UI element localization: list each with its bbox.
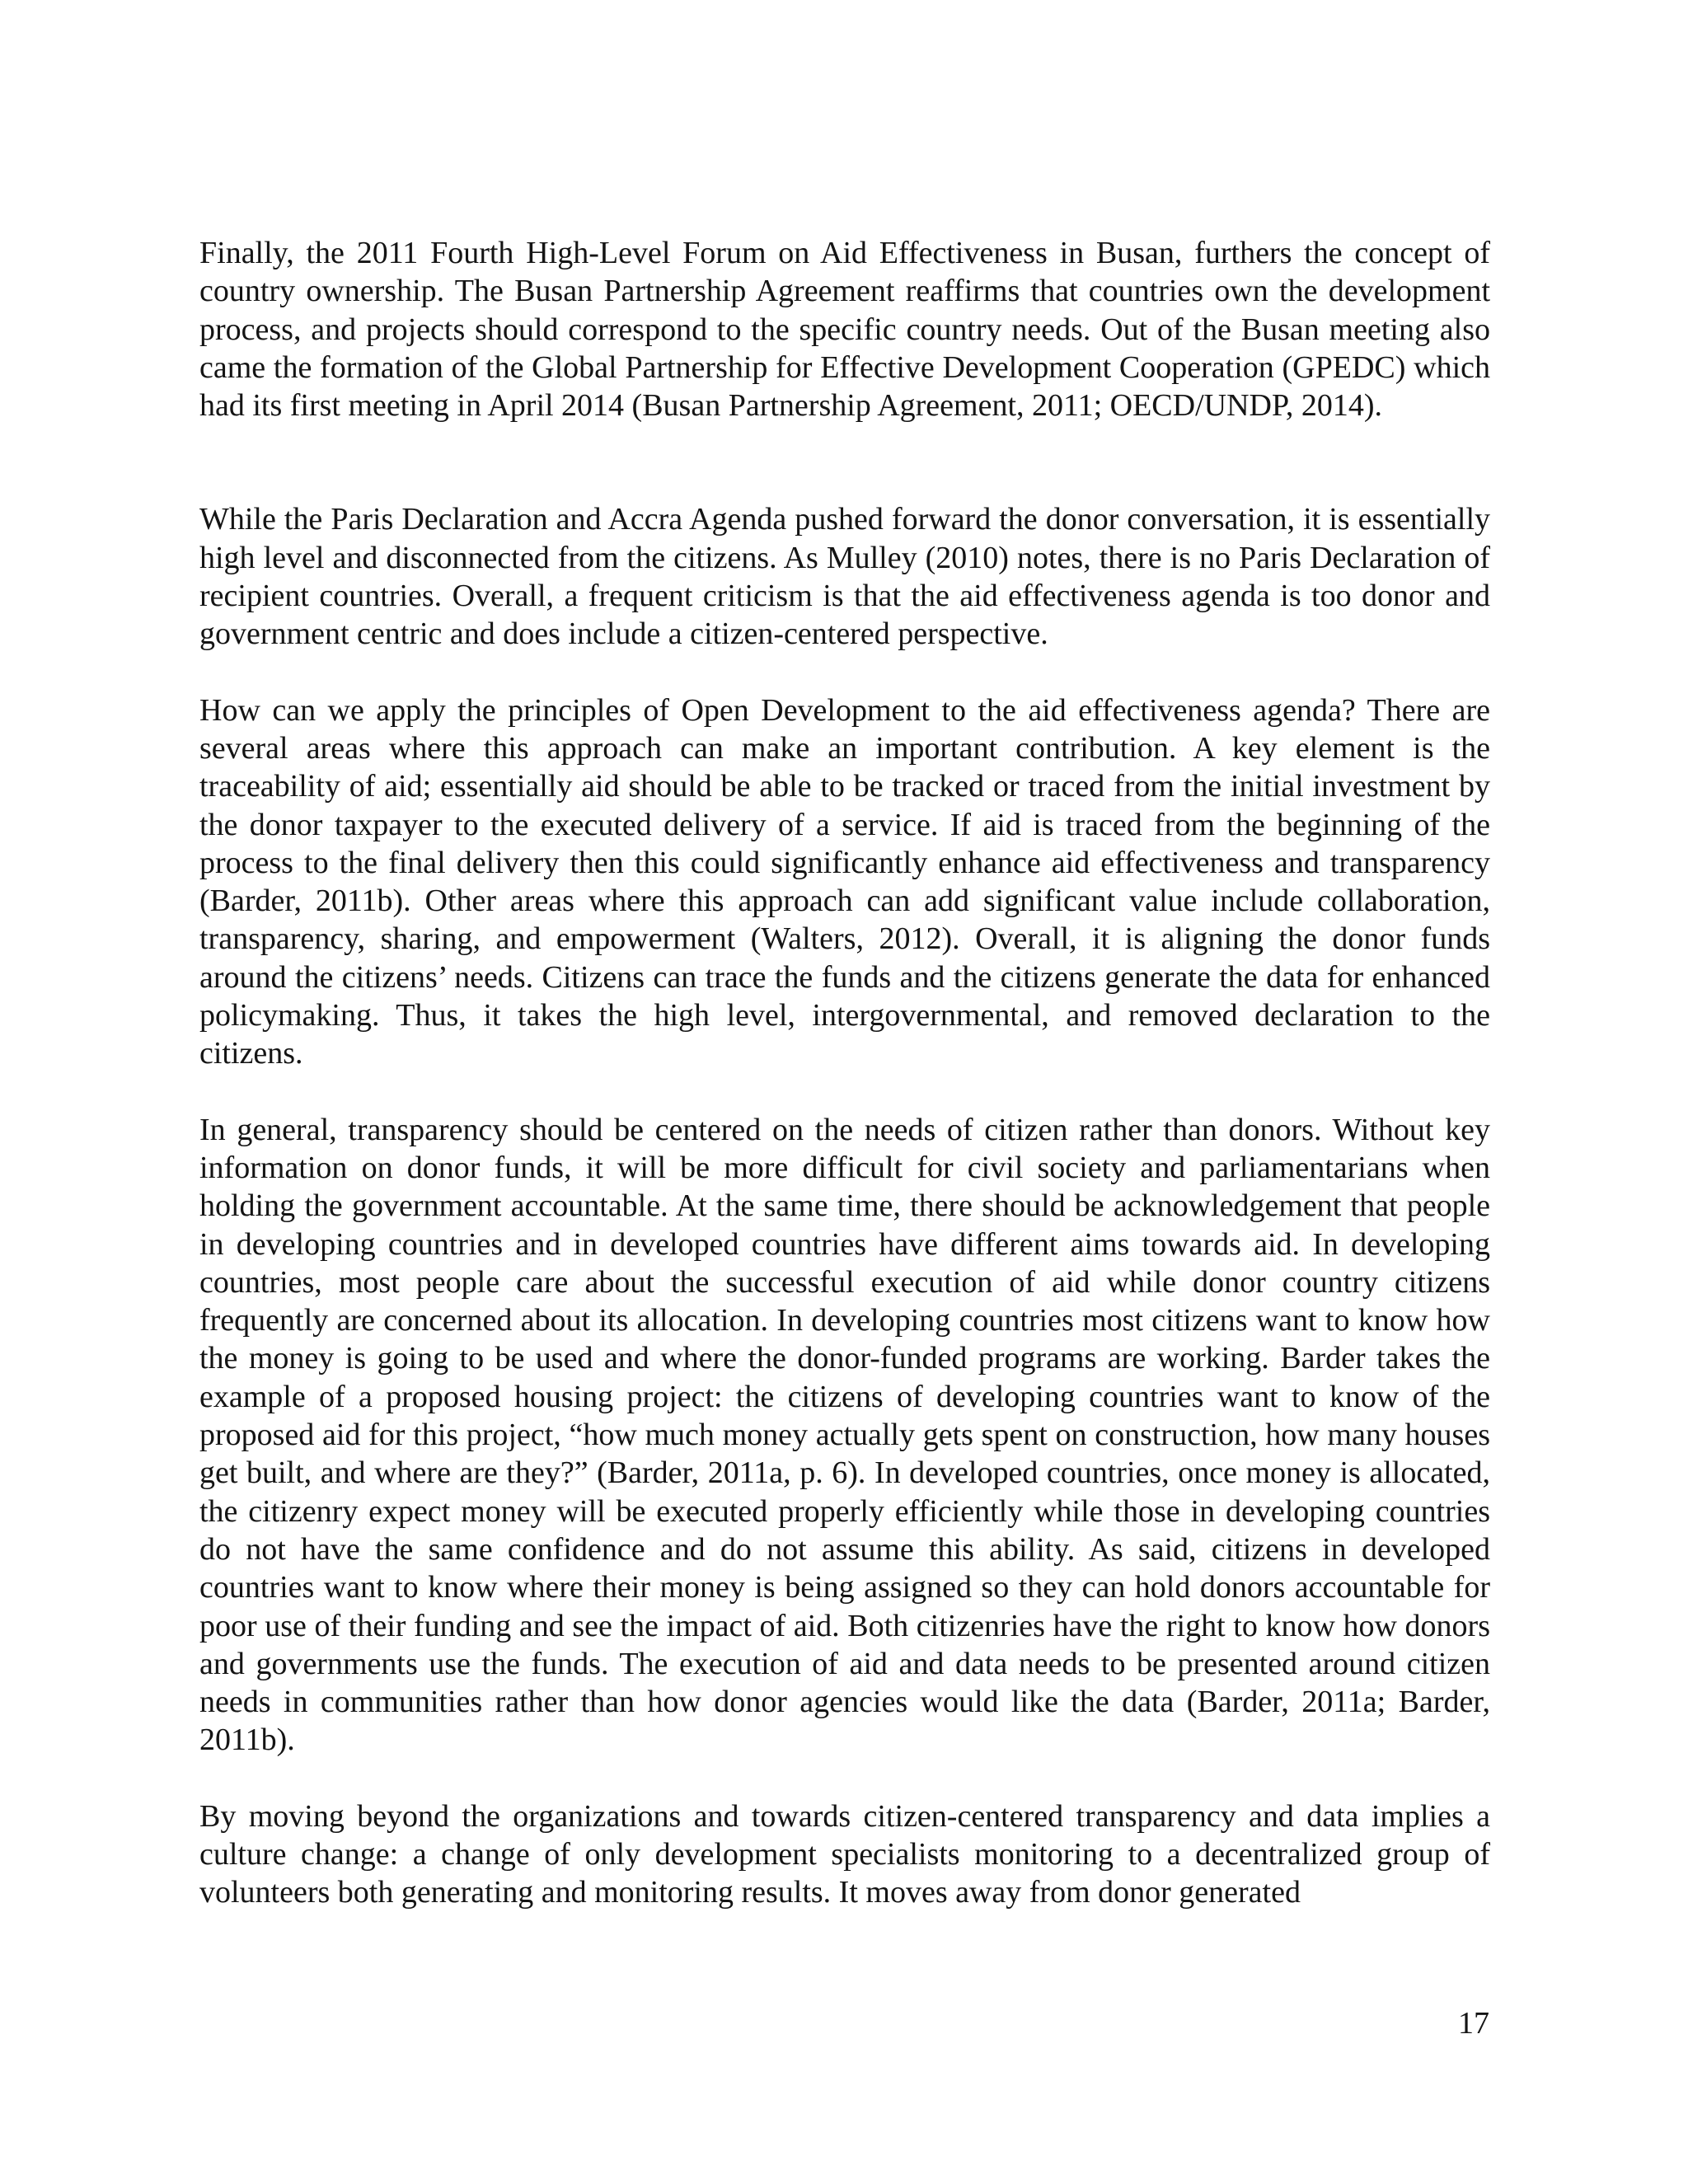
paragraph-spacer [199, 424, 1490, 500]
paragraph-paris-declaration: While the Paris Declaration and Accra Agenda pushed forward the donor conversation, it is essentially high level and disconnected from the citizens. As Mulley (2010) notes, there is no Paris Declaration of recipient countries. Overall, a frequent criticism is that the aid effectiveness agenda is too donor and government centric and does include a citizen-centered perspective. [199, 502, 1490, 652]
paragraph-open-development: How can we apply the principles of Open Development to the aid effectiveness agenda? There are several areas where this approach can make an important contribution. A key element is the traceability of aid; essentially aid should be able to be tracked or traced from the initial investment by the donor taxpayer to the executed delivery of a service. If aid is traced from the beginning of the process to the final delivery then this could significantly enhance aid effectiveness and transparency (Barder, 2011b). Other areas where this approach can add significant value include collaboration, transparency, sharing, and empowerment (Walters, 2012). Overall, it is aligning the donor funds around the citizens’ needs. Citizens can trace the funds and the citizens generate the data for enhanced policymaking. Thus, it takes the high level, intergovernmental, and removed declaration to the citizens. [199, 692, 1490, 1071]
paragraph-culture-change: By moving beyond the organizations and towards citizen-centered transparency and data implies a culture change: a change of only development specialists monitoring to a decentralized group of volunteers both generating and monitoring results. It moves away from donor generated [199, 1798, 1490, 1910]
paragraph-busan-forum: Finally, the 2011 Fourth High-Level Forum on Aid Effectiveness in Busan, furthers the concept of country ownership. The Busan Partnership Agreement reaffirms that countries own the development process, and projects should correspond to the specific country needs. Out of the Busan meeting also came the formation of the Global Partnership for Effective Development Cooperation (GPEDC) which had its first meeting in April 2014 (Busan Partnership Agreement, 2011; OECD/UNDP, 2014). [199, 236, 1490, 424]
paragraph-spacer [199, 654, 1490, 691]
page-number: 17 [1458, 2006, 1489, 2041]
paragraph-citizen-transparency: In general, transparency should be centered on the needs of citizen rather than donors. Without key information on donor funds, it will be more difficult for civil society and parliamentarians when holding the government accountable. At the same time, there should be acknowledgement that people in developing countries and in developed countries have different aims towards aid. In developing countries, most people care about the successful execution of aid while donor country citizens frequently are concerned about its allocation. In developing countries most citizens want to know how the money is going to be used and where the donor-funded programs are working. Barder takes the example of a proposed housing project: the citizens of developing countries want to know of the proposed aid for this project, “how much money actually gets spent on construction, how many houses get built, and where are they?” (Barder, 2011a, p. 6). In developed countries, once money is allocated, the citizenry expect money will be executed properly efficiently while those in developing countries do not have the same confidence and do not assume this ability. As said, citizens in developed countries want to know where their money is being assigned so they can hold donors accountable for poor use of their funding and see the impact of aid. Both citizenries have the right to know how donors and governments use the funds. The execution of aid and data needs to be presented around citizen needs in communities rather than how donor agencies would like the data (Barder, 2011a; Barder, 2011b). [199, 1112, 1490, 1758]
paragraph-spacer [199, 1760, 1490, 1797]
body-text [199, 234, 1490, 1912]
paragraph-spacer [199, 1073, 1490, 1111]
